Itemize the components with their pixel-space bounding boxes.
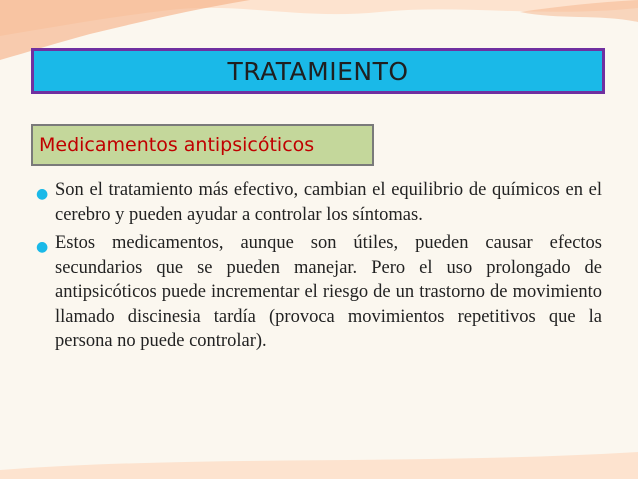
slide-subtitle: Medicamentos antipsicóticos — [39, 134, 315, 156]
bullet-text: Estos medicamentos, aunque son útiles, pueden causar efectos secundarios que se pueden manejar. Pero el uso prolongado de antipsicóticos puede incrementar el riesgo de un trastorno de movimiento llamado discinesia tardía (provoca movimientos repetitivos que la persona no puede controlar). — [55, 233, 602, 351]
bullet-dot-icon: ● — [36, 239, 49, 255]
slide-title-box — [31, 48, 605, 94]
bullet-item — [36, 231, 602, 354]
bullet-text: Son el tratamiento más efectivo, cambian el equilibrio de químicos en el cerebro y pueden ayudar a controlar los síntomas. — [55, 180, 602, 225]
slide-title: TRATAMIENTO — [227, 56, 409, 86]
bullet-list — [36, 178, 602, 358]
bullet-item — [36, 178, 602, 227]
subtitle-box — [31, 124, 374, 166]
bullet-dot-icon: ● — [36, 186, 49, 202]
